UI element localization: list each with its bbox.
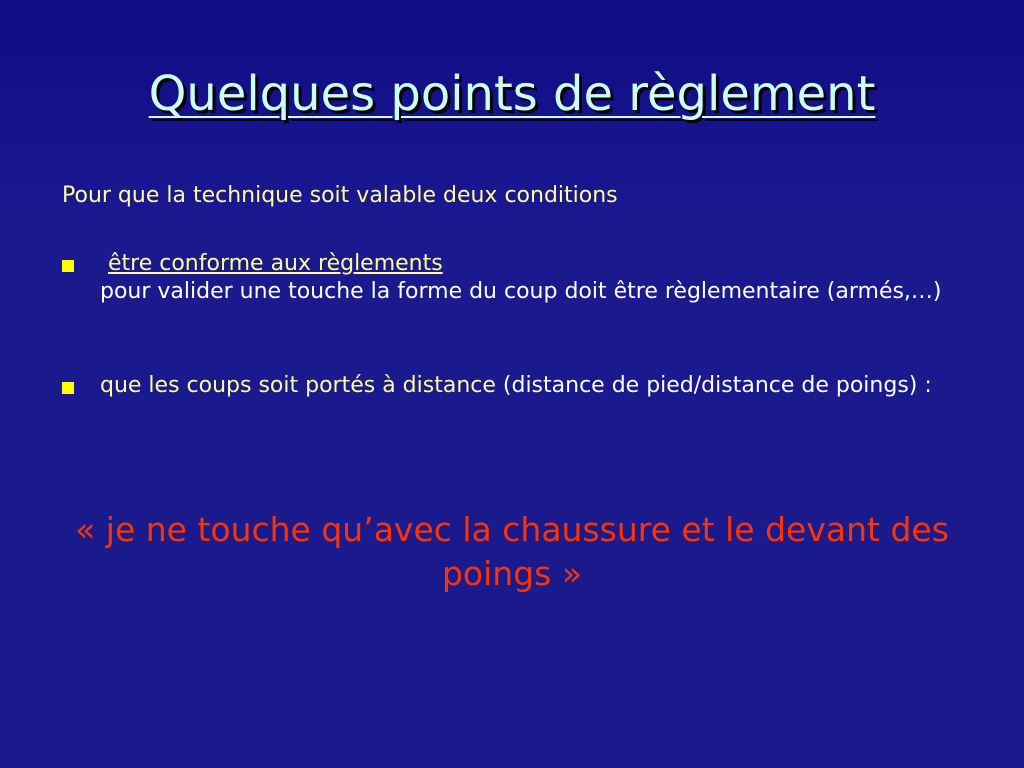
bullet-body [100, 372, 960, 400]
slide-title: Quelques points de règlement [148, 66, 876, 122]
square-bullet-icon [62, 260, 74, 272]
quote-text: « je ne touche qu’avec la chaussure et le devant des poings » [75, 510, 949, 593]
bullet-highlight: que les coups soit portés à distance [100, 373, 496, 398]
bullet-text: pour valider une touche la forme du coup doit être règlementaire (armés,…) [100, 279, 942, 304]
bullet-text: (distance de pied/distance de poings) : [495, 373, 932, 398]
intro-text: Pour que la technique soit valable deux conditions [62, 183, 618, 208]
bullet-body [100, 250, 968, 306]
square-bullet-icon [62, 382, 74, 394]
bullet-highlight: être conforme aux règlements [108, 251, 443, 276]
